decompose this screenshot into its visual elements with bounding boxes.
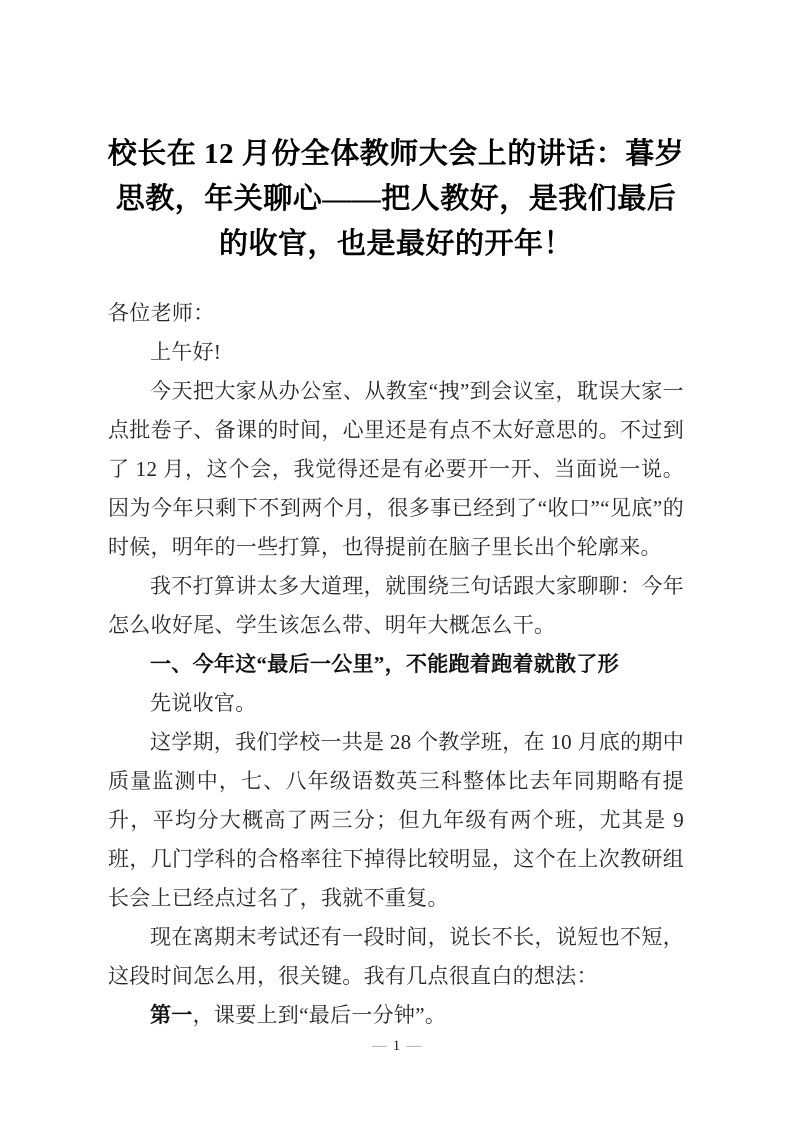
paragraph: 现在离期末考试还有一段时间，说长不长，说短也不短，这段时间怎么用，很关键。我有几点很直白的想法： (108, 925, 684, 988)
page-footer (0, 1036, 793, 1056)
paragraph-lead: 第一 (150, 1003, 193, 1027)
paragraph: 第一，课要上到“最后一分钟”。 (150, 1003, 447, 1027)
page-number: 1 (392, 1038, 401, 1054)
paragraph: 各位老师： (108, 301, 215, 325)
paragraph: 我不打算讲太多大道理，就围绕三句话跟大家聊聊：今年怎么收好尾、学生该怎么带、明年大概怎么干。 (108, 574, 684, 637)
footer-left-dash: — (371, 1038, 387, 1054)
paragraph: 今天把大家从办公室、从教室“拽”到会议室，耽误大家一点批卷子、备课的时间，心里还是有点不太好意思的。不过到了 12 月，这个会，我觉得还是有必要开一开、当面说一说。因为今年只剩下不到两个月，很多事已经到了“收口”“见底”的时候，明年的一些打算，也得提前在脑子里长出个轮廓来。 (108, 379, 684, 559)
paragraph: 上午好! (150, 340, 222, 364)
paragraph: 先说收官。 (150, 691, 257, 715)
footer-right-dash: — (406, 1038, 422, 1054)
document-body (108, 294, 684, 1035)
paragraph: 这学期，我们学校一共是 28 个教学班，在 10 月底的期中质量监测中，七、八年级语数英三科整体比去年同期略有提升，平均分大概高了两三分；但九年级有两个班，尤其是 9 班，几门学科的合格率往下掉得比较明显，这个在上次教研组长会上已经点过名了，我就不重复。 (108, 730, 684, 910)
section-heading: 一、今年这“最后一公里”，不能跑着跑着就散了形 (150, 652, 619, 676)
document-title: 校长在 12 月份全体教师大会上的讲话：暮岁思教，年关聊心——把人教好，是我们最后的收官，也是最好的开年！ (107, 138, 685, 260)
